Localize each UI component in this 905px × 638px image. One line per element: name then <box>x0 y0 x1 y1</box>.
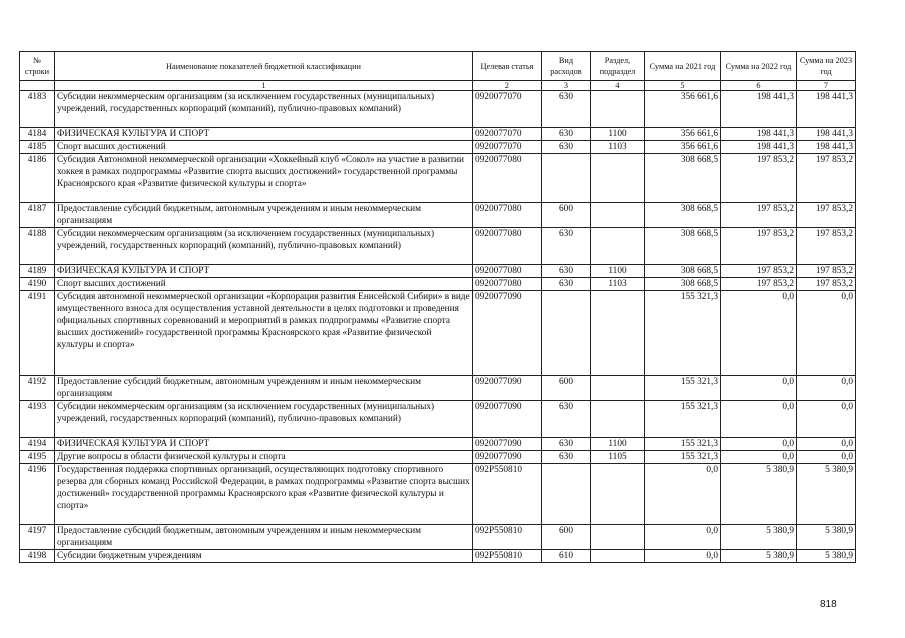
row-expense-type: 630 <box>542 278 591 291</box>
row-name: Субсидии некоммерческим организациям (за исключением государственных (муниципальных) учреждений, государственных корпораций (компаний), публично-правовых компаний) <box>55 401 473 438</box>
row-target: 0920077090 <box>473 451 542 464</box>
row-sum-2022: 197 853,2 <box>721 154 797 203</box>
row-sum-2022: 198 441,3 <box>721 141 797 154</box>
row-section <box>591 91 645 128</box>
row-number: 4190 <box>20 278 55 291</box>
row-name: Спорт высших достижений <box>55 278 473 291</box>
row-section: 1103 <box>591 278 645 291</box>
row-number: 4198 <box>20 550 55 563</box>
row-section: 1100 <box>591 128 645 141</box>
row-sum-2021: 308 668,5 <box>645 203 721 228</box>
table-row <box>20 91 856 128</box>
column-number-row <box>20 81 856 91</box>
table-row <box>20 291 856 376</box>
row-sum-2022: 0,0 <box>721 451 797 464</box>
row-sum-2021: 0,0 <box>645 464 721 525</box>
table-row <box>20 128 856 141</box>
row-number: 4193 <box>20 401 55 438</box>
row-section: 1100 <box>591 265 645 278</box>
row-sum-2022: 197 853,2 <box>721 203 797 228</box>
header-expense-type: Вид расходов <box>542 52 591 81</box>
row-number: 4188 <box>20 228 55 265</box>
row-section: 1100 <box>591 438 645 451</box>
column-number-empty <box>20 81 55 91</box>
header-row-no: № строки <box>20 52 55 81</box>
table-row <box>20 228 856 265</box>
row-name: ФИЗИЧЕСКАЯ КУЛЬТУРА И СПОРТ <box>55 128 473 141</box>
table-row <box>20 525 856 550</box>
row-name: Субсидия Автономной некоммерческой организации «Хоккейный клуб «Сокол» на участие в развитии хоккея в рамках подпрограммы «Развитие спорта высших достижений» государственной программы Красноярского края «Развитие физической культуры и спорта» <box>55 154 473 203</box>
header-section: Раздел, подраздел <box>591 52 645 81</box>
row-target: 0920077070 <box>473 141 542 154</box>
row-sum-2022: 198 441,3 <box>721 91 797 128</box>
row-number: 4192 <box>20 376 55 401</box>
row-sum-2021: 0,0 <box>645 525 721 550</box>
row-target: 0920077090 <box>473 438 542 451</box>
row-sum-2023: 197 853,2 <box>797 265 856 278</box>
row-name: Субсидии некоммерческим организациям (за исключением государственных (муниципальных) учреждений, государственных корпораций (компаний), публично-правовых компаний) <box>55 91 473 128</box>
row-target: 0920077080 <box>473 228 542 265</box>
header-sum-2021: Сумма на 2021 год <box>645 52 721 81</box>
header-row <box>20 52 856 81</box>
row-section <box>591 401 645 438</box>
row-sum-2021: 356 661,6 <box>645 141 721 154</box>
table-row <box>20 464 856 525</box>
row-expense-type: 630 <box>542 401 591 438</box>
table-row <box>20 265 856 278</box>
row-expense-type: 610 <box>542 550 591 563</box>
row-expense-type: 630 <box>542 91 591 128</box>
column-number: 5 <box>645 81 721 91</box>
row-sum-2021: 308 668,5 <box>645 278 721 291</box>
row-sum-2022: 5 380,9 <box>721 525 797 550</box>
row-sum-2023: 5 380,9 <box>797 550 856 563</box>
row-sum-2022: 198 441,3 <box>721 128 797 141</box>
row-name: ФИЗИЧЕСКАЯ КУЛЬТУРА И СПОРТ <box>55 438 473 451</box>
row-name: Предоставление субсидий бюджетным, автономным учреждениям и иным некоммерческим организациям <box>55 376 473 401</box>
table-body <box>20 91 856 563</box>
row-name: Предоставление субсидий бюджетным, автономным учреждениям и иным некоммерческим организациям <box>55 203 473 228</box>
row-sum-2021: 308 668,5 <box>645 265 721 278</box>
row-name: Субсидии некоммерческим организациям (за исключением государственных (муниципальных) учреждений, государственных корпораций (компаний), публично-правовых компаний) <box>55 228 473 265</box>
row-expense-type: 600 <box>542 525 591 550</box>
row-section: 1105 <box>591 451 645 464</box>
row-expense-type: 630 <box>542 128 591 141</box>
row-name: Субсидии бюджетным учреждениям <box>55 550 473 563</box>
row-target: 092P550810 <box>473 464 542 525</box>
row-sum-2023: 198 441,3 <box>797 91 856 128</box>
header-name: Наименование показателей бюджетной классификации <box>55 52 473 81</box>
column-number: 3 <box>542 81 591 91</box>
row-sum-2021: 155 321,3 <box>645 451 721 464</box>
row-sum-2022: 0,0 <box>721 438 797 451</box>
table-row <box>20 401 856 438</box>
row-sum-2021: 356 661,6 <box>645 128 721 141</box>
row-sum-2022: 0,0 <box>721 401 797 438</box>
row-expense-type <box>542 154 591 203</box>
row-sum-2023: 0,0 <box>797 451 856 464</box>
row-number: 4189 <box>20 265 55 278</box>
row-number: 4196 <box>20 464 55 525</box>
row-sum-2022: 0,0 <box>721 291 797 376</box>
row-target: 0920077090 <box>473 376 542 401</box>
column-number: 7 <box>797 81 856 91</box>
row-sum-2023: 0,0 <box>797 376 856 401</box>
row-section <box>591 464 645 525</box>
row-sum-2022: 5 380,9 <box>721 550 797 563</box>
row-expense-type: 630 <box>542 228 591 265</box>
row-target: 0920077080 <box>473 203 542 228</box>
row-number: 4183 <box>20 91 55 128</box>
column-number: 1 <box>55 81 473 91</box>
row-sum-2021: 0,0 <box>645 550 721 563</box>
row-number: 4187 <box>20 203 55 228</box>
column-number: 6 <box>721 81 797 91</box>
row-sum-2023: 0,0 <box>797 438 856 451</box>
table-row <box>20 278 856 291</box>
row-expense-type <box>542 291 591 376</box>
row-expense-type: 630 <box>542 141 591 154</box>
row-section <box>591 525 645 550</box>
table-row <box>20 376 856 401</box>
row-number: 4197 <box>20 525 55 550</box>
header-sum-2022: Сумма на 2022 год <box>721 52 797 81</box>
row-expense-type: 630 <box>542 438 591 451</box>
row-sum-2021: 155 321,3 <box>645 438 721 451</box>
row-sum-2021: 308 668,5 <box>645 228 721 265</box>
column-number: 2 <box>473 81 542 91</box>
table-row <box>20 203 856 228</box>
row-section <box>591 291 645 376</box>
row-sum-2023: 198 441,3 <box>797 141 856 154</box>
row-sum-2022: 197 853,2 <box>721 278 797 291</box>
row-target: 092P550810 <box>473 550 542 563</box>
row-sum-2021: 308 668,5 <box>645 154 721 203</box>
row-sum-2023: 197 853,2 <box>797 203 856 228</box>
row-expense-type: 600 <box>542 376 591 401</box>
row-expense-type: 630 <box>542 451 591 464</box>
row-sum-2023: 0,0 <box>797 291 856 376</box>
table-row <box>20 451 856 464</box>
row-target: 0920077090 <box>473 291 542 376</box>
row-sum-2023: 5 380,9 <box>797 525 856 550</box>
row-sum-2022: 0,0 <box>721 376 797 401</box>
row-name: ФИЗИЧЕСКАЯ КУЛЬТУРА И СПОРТ <box>55 265 473 278</box>
row-name: Спорт высших достижений <box>55 141 473 154</box>
row-sum-2023: 198 441,3 <box>797 128 856 141</box>
column-number: 4 <box>591 81 645 91</box>
row-target: 0920077070 <box>473 128 542 141</box>
header-sum-2023: Сумма на 2023 год <box>797 52 856 81</box>
row-expense-type <box>542 464 591 525</box>
table-row <box>20 141 856 154</box>
row-sum-2021: 155 321,3 <box>645 401 721 438</box>
row-target: 0920077080 <box>473 265 542 278</box>
table-row <box>20 438 856 451</box>
row-name: Государственная поддержка спортивных организаций, осуществляющих подготовку спортивного резерва для сборных команд Российской Федерации, в рамках подпрограммы «Развитие спорта высших достижений» государственной программы Красноярского края «Развитие физической культуры и спорта» <box>55 464 473 525</box>
row-sum-2022: 5 380,9 <box>721 464 797 525</box>
row-sum-2023: 197 853,2 <box>797 228 856 265</box>
row-sum-2023: 5 380,9 <box>797 464 856 525</box>
row-sum-2021: 155 321,3 <box>645 376 721 401</box>
row-section <box>591 203 645 228</box>
budget-table <box>19 51 856 563</box>
row-name: Субсидия автономной некоммерческой организации «Корпорация развития Енисейской Сибири» в виде имущественного взноса для осуществления уставной деятельности в целях подготовки и проведения официальных спортивных соревнований и мероприятий в рамках подпрограммы «Развитие спорта высших достижений» государственной программы Красноярского края «Развитие физической культуры и спорта» <box>55 291 473 376</box>
row-sum-2021: 155 321,3 <box>645 291 721 376</box>
row-sum-2023: 197 853,2 <box>797 154 856 203</box>
row-section: 1103 <box>591 141 645 154</box>
row-target: 0920077090 <box>473 401 542 438</box>
row-section <box>591 376 645 401</box>
row-target: 0920077070 <box>473 91 542 128</box>
row-expense-type: 630 <box>542 265 591 278</box>
row-sum-2023: 0,0 <box>797 401 856 438</box>
row-target: 0920077080 <box>473 278 542 291</box>
table-row <box>20 550 856 563</box>
row-number: 4191 <box>20 291 55 376</box>
row-target: 0920077080 <box>473 154 542 203</box>
row-name: Предоставление субсидий бюджетным, автономным учреждениям и иным некоммерческим организациям <box>55 525 473 550</box>
row-name: Другие вопросы в области физической культуры и спорта <box>55 451 473 464</box>
table-row <box>20 154 856 203</box>
row-section <box>591 154 645 203</box>
row-target: 092P550810 <box>473 525 542 550</box>
row-section <box>591 228 645 265</box>
row-number: 4185 <box>20 141 55 154</box>
row-sum-2022: 197 853,2 <box>721 265 797 278</box>
page-number: 818 <box>820 599 837 610</box>
row-expense-type: 600 <box>542 203 591 228</box>
row-number: 4194 <box>20 438 55 451</box>
row-number: 4186 <box>20 154 55 203</box>
header-target: Целевая статья <box>473 52 542 81</box>
row-sum-2023: 197 853,2 <box>797 278 856 291</box>
row-sum-2022: 197 853,2 <box>721 228 797 265</box>
row-section <box>591 550 645 563</box>
row-sum-2021: 356 661,6 <box>645 91 721 128</box>
row-number: 4184 <box>20 128 55 141</box>
row-number: 4195 <box>20 451 55 464</box>
